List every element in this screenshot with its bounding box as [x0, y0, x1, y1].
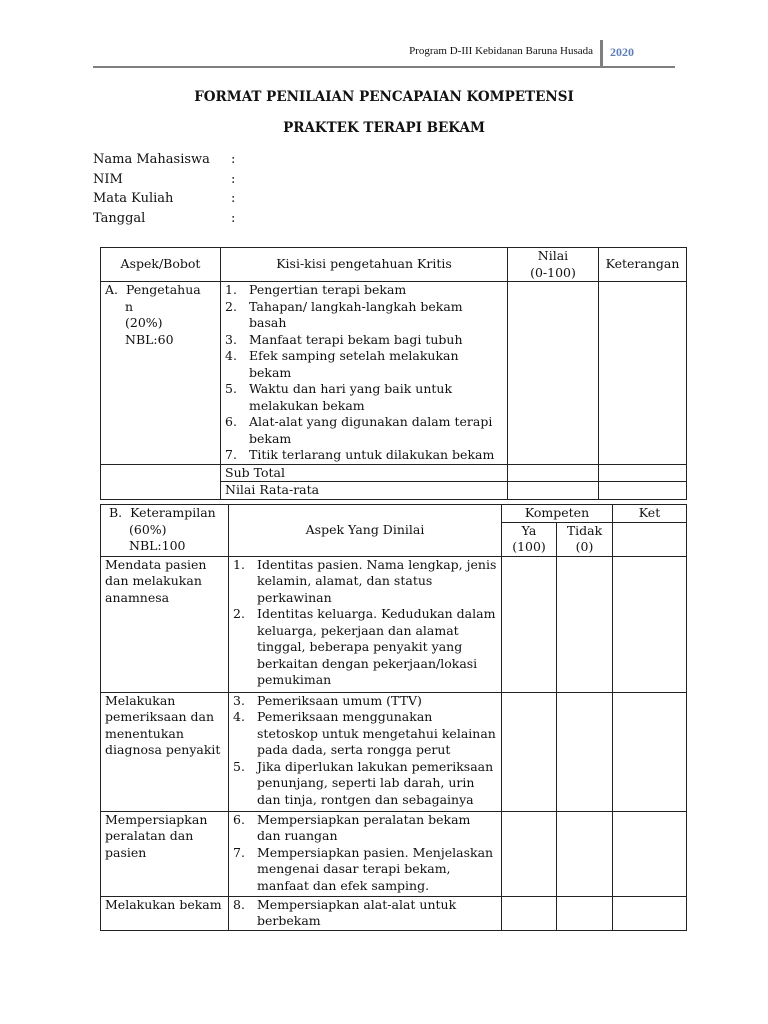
header-aspek-dinilai: Aspek Yang Dinilai — [229, 505, 502, 557]
header-kompeten: Kompeten — [502, 505, 613, 523]
row-label: Mendata pasien dan melakukan anamnesa — [101, 556, 229, 692]
item-number: 2. — [233, 606, 245, 621]
average-note[interactable] — [599, 482, 687, 500]
item-number: 6. — [233, 811, 245, 827]
item-number: 4. — [233, 709, 245, 724]
identity-row-course — [93, 189, 235, 209]
aspect-weight: (20%) — [125, 315, 163, 330]
table-row — [101, 556, 687, 692]
item-number: 7. — [233, 844, 245, 860]
identity-sep: : — [231, 171, 236, 187]
aspect-nbl: NBL:100 — [129, 538, 186, 553]
header-nilai-range: (0-100) — [530, 264, 576, 280]
identity-label: Mata Kuliah — [93, 191, 174, 207]
identity-label: NIM — [93, 171, 123, 187]
subtotal-note[interactable] — [599, 464, 687, 482]
table-row — [101, 811, 687, 896]
aspect-weight: (60%) — [129, 521, 167, 537]
average-label: Nilai Rata-rata — [221, 482, 508, 500]
header-keterangan: Keterangan — [599, 248, 687, 282]
aspect-name-part1: Pengetahua — [125, 282, 201, 297]
item-number: 5. — [225, 381, 237, 396]
item-number: 8. — [233, 896, 245, 912]
ket-cell[interactable] — [613, 811, 687, 896]
header-tidak-label: Tidak — [566, 522, 603, 538]
item-text: Mempersiapkan pasien. Menjelaskan mengenai dasar terapi bekam, manfaat dan efek samping. — [257, 844, 494, 893]
aspect-nbl: NBL:60 — [125, 331, 174, 347]
identity-label: Nama Mahasiswa — [93, 152, 210, 167]
table-header-row — [101, 248, 687, 282]
item-number: 2. — [225, 298, 237, 314]
header-ket: Ket — [613, 505, 687, 523]
note-cell[interactable] — [599, 282, 687, 465]
list-item — [225, 332, 503, 349]
table-row — [101, 896, 687, 930]
items-cell — [229, 692, 502, 811]
list-item — [225, 348, 503, 381]
item-text: Identitas keluarga. Kedudukan dalam keluarga, pekerjaan dan alamat tinggal, beberapa penyakit yang berkaitan dengan pekerjaan/lokasi pemukiman — [257, 606, 496, 687]
list-item — [233, 845, 497, 895]
table-header-row — [101, 505, 687, 523]
tidak-cell[interactable] — [557, 896, 613, 930]
item-text: Tahapan/ langkah-langkah bekam basah — [249, 298, 463, 330]
item-text: Pemeriksaan menggunakan stetoskop untuk mengetahui kelainan pada dada, serta rongga perut — [257, 709, 496, 757]
page-title: FORMAT PENILAIAN PENCAPAIAN KOMPETENSI — [194, 89, 574, 105]
ya-cell[interactable] — [502, 692, 557, 811]
knowledge-table — [100, 247, 687, 500]
items-cell — [229, 556, 502, 692]
item-number: 6. — [225, 414, 237, 429]
identity-sep: : — [231, 152, 236, 167]
ya-cell[interactable] — [502, 896, 557, 930]
header-nilai-label: Nilai — [537, 248, 569, 263]
list-item — [233, 606, 497, 689]
list-item — [233, 557, 497, 607]
aspect-cell — [101, 282, 221, 465]
header-tidak — [557, 522, 613, 556]
list-item — [233, 709, 497, 759]
identity-row-date — [93, 209, 235, 229]
header-program: Program D-III Kebidanan Baruna Husada — [409, 45, 593, 57]
identity-row-nim — [93, 170, 235, 190]
tidak-cell[interactable] — [557, 811, 613, 896]
items-cell — [229, 811, 502, 896]
item-number: 3. — [233, 692, 245, 708]
item-number: 1. — [233, 556, 245, 572]
aspect-name — [105, 282, 216, 299]
item-text: Jika diperlukan lakukan pemeriksaan penunjang, seperti lab darah, urin dan tinja, rontgen dan sebagainya — [257, 758, 494, 807]
subtotal-label: Sub Total — [221, 464, 508, 482]
header-divider — [600, 40, 603, 68]
header-ya-label: Ya — [521, 522, 537, 538]
average-row — [101, 482, 687, 500]
list-item — [225, 381, 503, 414]
list-item — [233, 897, 497, 930]
item-number: 4. — [225, 348, 237, 363]
identity-sep: : — [231, 211, 236, 227]
header-rule — [93, 66, 675, 68]
aspect-name-text: Keterampilan — [130, 505, 216, 520]
item-number: 1. — [225, 282, 237, 297]
item-text: Mempersiapkan alat-alat untuk berbekam — [257, 896, 457, 928]
item-text: Waktu dan hari yang baik untuk melakukan bekam — [249, 381, 453, 413]
item-text: Efek samping setelah melakukan bekam — [249, 348, 459, 380]
item-number: 5. — [233, 758, 245, 774]
ya-cell[interactable] — [502, 556, 557, 692]
row-label: Melakukan bekam — [101, 896, 229, 930]
item-number: 3. — [225, 331, 237, 347]
header-ya — [502, 522, 557, 556]
skills-table — [100, 504, 687, 931]
item-text: Pengertian terapi bekam — [249, 282, 407, 297]
header-tidak-value: (0) — [575, 539, 594, 554]
items-cell — [229, 896, 502, 930]
list-item — [225, 299, 503, 332]
header-nilai — [508, 248, 599, 282]
identity-fields — [93, 150, 235, 229]
tidak-cell[interactable] — [557, 692, 613, 811]
list-item — [233, 812, 497, 845]
row-label: Mempersiapkan peralatan dan pasien — [101, 811, 229, 896]
list-item — [225, 447, 503, 464]
ket-cell[interactable] — [613, 556, 687, 692]
item-number: 7. — [225, 447, 237, 462]
list-item — [233, 693, 497, 710]
aspect-name — [105, 505, 224, 522]
list-item — [225, 414, 503, 447]
aspect-letter: B. — [108, 505, 123, 520]
item-text: Mempersiapkan peralatan bekam dan ruangan — [257, 811, 471, 843]
list-item — [233, 759, 497, 809]
header-kisi: Kisi-kisi pengetahuan Kritis — [221, 248, 508, 282]
aspect-name-part2: n — [125, 298, 134, 314]
item-text: Titik terlarang untuk dilakukan bekam — [249, 447, 495, 462]
tidak-cell[interactable] — [557, 556, 613, 692]
average-score[interactable] — [508, 482, 599, 500]
table-row — [101, 282, 687, 465]
identity-row-name — [93, 150, 235, 170]
ket-cell[interactable] — [613, 896, 687, 930]
ket-cell[interactable] — [613, 692, 687, 811]
identity-label: Tanggal — [93, 211, 146, 227]
identity-sep: : — [231, 191, 236, 207]
list-item — [225, 282, 503, 299]
item-text: Identitas pasien. Nama lengkap, jenis kelamin, alamat, dan status perkawinan — [257, 556, 497, 605]
item-text: Alat-alat yang digunakan dalam terapi bekam — [249, 414, 493, 446]
subtotal-score[interactable] — [508, 464, 599, 482]
item-text: Manfaat terapi bekam bagi tubuh — [249, 331, 463, 347]
ya-cell[interactable] — [502, 811, 557, 896]
row-label: Melakukan pemeriksaan dan menentukan diagnosa penyakit — [101, 692, 229, 811]
aspect-header-cell — [101, 505, 229, 557]
table-row — [101, 692, 687, 811]
aspect-letter: A. — [105, 282, 119, 297]
subtotal-row — [101, 464, 687, 482]
item-text: Pemeriksaan umum (TTV) — [257, 692, 422, 708]
header-aspek: Aspek/Bobot — [101, 248, 221, 282]
header-year: 2020 — [610, 45, 634, 59]
header-ya-value: (100) — [512, 539, 546, 554]
page-subtitle: PRAKTEK TERAPI BEKAM — [283, 120, 485, 136]
items-cell — [221, 282, 508, 465]
score-cell[interactable] — [508, 282, 599, 465]
